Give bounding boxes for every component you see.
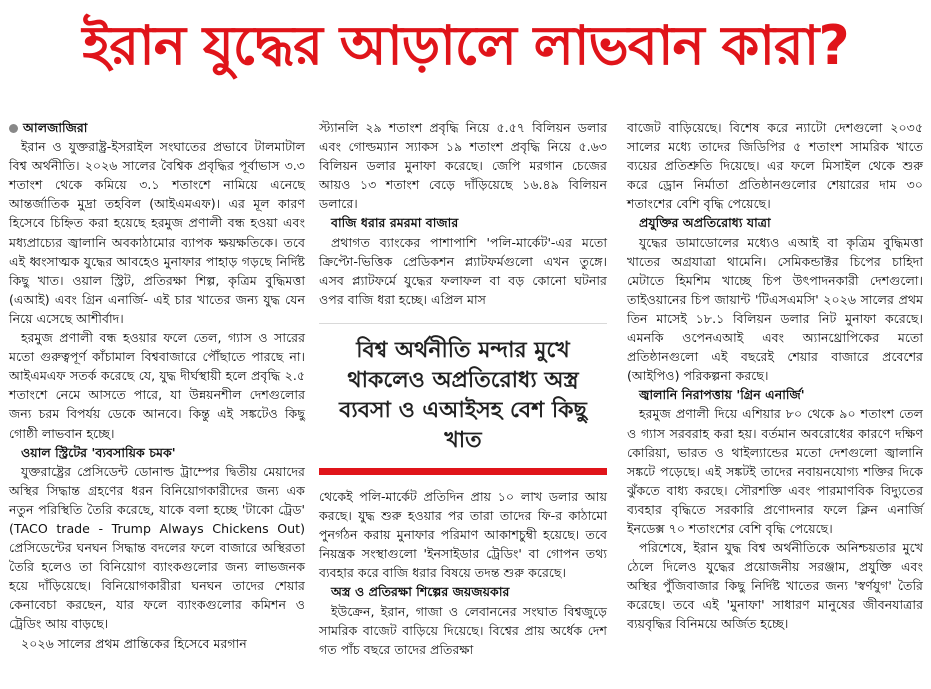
paragraph: প্রথাগত ব্যাংকের পাশাপাশি 'পলি-মার্কেট'-এর মতো ক্রিপ্টো-ভিত্তিক প্রেডিকশন প্ল্যাটফর্মগুলো এখন তুঙ্গে। এসব প্ল্যাটফর্মে যুদ্ধের ফলাফল বা বড় কোনো ঘটনার ওপর বাজি ধরা হচ্ছে। এপ্রিল মাস xyxy=(319,234,607,307)
column-1 xyxy=(9,118,305,653)
paragraph: যুক্তরাষ্ট্রের প্রেসিডেন্ট ডোনাল্ড ট্রাম্পের দ্বিতীয় মেয়াদের অস্থির সিদ্ধান্ত গ্রহণের ধরন বিনিয়োগকারীদের জন্য এক নতুন পরিস্থিতি তৈরি করেছে, যাকে বলা হচ্ছে 'টাকো ট্রেড' (TACO trade - Trump Always Chickens Out) প্রেসিডেন্টের ঘনঘন সিদ্ধান্ত বদলের ফলে বাজারে অস্থিরতা তৈরি হলেও তা বিনিয়োগ ব্যাংকগুলোর জন্য লাভজনক হয়ে দাঁড়িয়েছে। বিনিয়োগকারীরা ঘনঘন তাদের শেয়ার কেনাবেচা করছেন, যার ফলে ব্যাংকগুলোর কমিশন ও ট্রেডিং আয় বাড়ছে। xyxy=(9,463,305,632)
subheading: প্রযুক্তির অপ্রতিরোধ্য যাত্রা xyxy=(639,215,771,231)
column-2 xyxy=(319,118,607,659)
pull-quote xyxy=(319,323,607,475)
paragraph: পরিশেষে, ইরান যুদ্ধ বিশ্ব অর্থনীতিকে অনিশ্চয়তার মুখে ঠেলে দিলেও যুদ্ধের প্রয়োজনীয় সরঞ্জাম, প্রযুক্তি এবং অস্থির পুঁজিবাজার কিছু নির্দিষ্ট খাতের জন্য 'স্বর্ণযুগ' তৈরি করেছে। তবে এই 'মুনাফা' সাধারণ মানুষের জীবনযাত্রার ব্যয়বৃদ্ধির বিনিময়ে অর্জিত হচ্ছে। xyxy=(627,540,923,632)
source-label: আলজাজিরা xyxy=(23,120,88,135)
subheading: ওয়াল স্ট্রিটের 'ব্যবসায়িক চমক' xyxy=(21,444,176,460)
column-3 xyxy=(627,118,923,634)
subheading: অস্ত্র ও প্রতিরক্ষা শিল্পের জয়জয়কার xyxy=(331,584,510,600)
bullet-icon xyxy=(9,124,18,133)
paragraph: স্ট্যানলি ২৯ শতাংশ প্রবৃদ্ধি নিয়ে ৫.৫৭ বিলিয়ন ডলার এবং গোল্ডম্যান স্যাকস ১৯ শতাংশ প্রবৃদ্ধি নিয়ে ৫.৬৩ বিলিয়ন ডলার মুনাফা করেছে। জেপি মরগান চেজের আয়ও ১৩ শতাংশ বেড়ে দাঁড়িয়েছে ১৬.৪৯ বিলিয়ন ডলারে। xyxy=(319,120,607,212)
paragraph: বাজেট বাড়িয়েছে। বিশেষ করে ন্যাটো দেশগুলো ২০৩৫ সালের মধ্যে তাদের জিডিপির ৫ শতাংশ সামরিক খাতে ব্যয়ের প্রতিশ্রুতি দিয়েছে। এর ফলে মিসাইল থেকে শুরু করে ড্রোন নির্মাতা প্রতিষ্ঠানগুলোর শেয়ারের দাম ৩০ শতাংশের বেশি বৃদ্ধি পেয়েছে। xyxy=(627,120,923,212)
paragraph: থেকেই পলি-মার্কেট প্রতিদিন প্রায় ১০ লাখ ডলার আয় করছে। যুদ্ধ শুরু হওয়ার পর তারা তাদের ফি-র কাঠামো পুনর্গঠন করায় মুনাফার পরিমাণ আকাশচুম্বী হয়েছে। তবে নিয়ন্ত্রক সংস্থাগুলো 'ইনসাইডার ট্রেডিং' বা গোপন তথ্য ব্যবহার করে বাজি ধরার বিষয়ে তদন্ত শুরু করেছে। xyxy=(319,488,607,581)
pull-quote-text: বিশ্ব অর্থনীতি মন্দার মুখে থাকলেও অপ্রতিরোধ্য অস্ত্র ব্যবসা ও এআইসহ বেশ কিছু খাত xyxy=(339,337,587,453)
paragraph: হরমুজ প্রণালী দিয়ে এশিয়ার ৮০ থেকে ৯০ শতাংশ তেল ও গ্যাস সরবরাহ করা হয়। বর্তমান অবরোধের কারণে দক্ষিণ কোরিয়া, ভারত ও থাইল্যান্ডের মতো দেশগুলো জ্বালানি সঙ্কটে পড়েছে। এই সঙ্কটই তাদের নবায়নযোগ্য শক্তির দিকে ঝুঁকতে বাধ্য করছে। সৌরশক্তি এবং পারমাণবিক বিদ্যুতের ব্যবহার বৃদ্ধিতে সরকারি প্রণোদনার ফলে ক্লিন এনার্জি ইনডেক্স ৭০ শতাংশের বেশি বৃদ্ধি পেয়েছে। xyxy=(627,406,923,536)
source-line xyxy=(9,118,305,137)
subheading: জ্বালানি নিরাপত্তায় 'গ্রিন এনার্জি' xyxy=(639,387,805,403)
paragraph: হরমুজ প্রণালী বন্ধ হওয়ার ফলে তেল, গ্যাস ও সারের মতো গুরুত্বপূর্ণ কাঁচামাল বিশ্ববাজারে পৌঁছাতে পারছে না। আইএমএফ সতর্ক করেছে যে, যুদ্ধ দীর্ঘস্থায়ী হলে প্রবৃদ্ধি ২.৫ শতাংশে নেমে আসতে পারে, যা উন্নয়নশীল দেশগুলোর জন্য চরম বিপর্যয় ডেকে আনবে। কিন্তু এই সঙ্কটেও কিছু গোষ্ঠী লাভবান হচ্ছে। xyxy=(9,330,305,441)
paragraph: ইরান ও যুক্তরাষ্ট্র-ইসরাইল সংঘাতের প্রভাবে টালমাটাল বিশ্ব অর্থনীতি। ২০২৬ সালের বৈশ্বিক প্রবৃদ্ধির পূর্বাভাস ৩.৩ শতাংশ থেকে কমিয়ে ৩.১ শতাংশে নামিয়ে এনেছে আন্তর্জাতিক মুদ্রা তহবিল (আইএমএফ)। এর মূল কারণ হিসেবে চিহ্নিত করা হয়েছে হরমুজ প্রণালী বন্ধ হওয়া এবং মধ্যপ্রাচ্যের জ্বালানি অবকাঠামোর ব্যাপক ক্ষয়ক্ষতিকে। তবে এই ধ্বংসাত্মক যুদ্ধের আবহেও মুনাফার পাহাড় গড়ছে নির্দিষ্ট কিছু খাত। ওয়াল স্ট্রিট, প্রতিরক্ষা শিল্প, কৃত্রিম বুদ্ধিমত্তা (এআই) এবং গ্রিন এনার্জি- এই চার খাতের জন্য যুদ্ধ যেন নিয়ে এসেছে আশীর্বাদ। xyxy=(9,139,305,326)
paragraph: ২০২৬ সালের প্রথম প্রান্তিকের হিসেবে মরগান xyxy=(21,635,247,651)
headline: ইরান যুদ্ধের আড়ালে লাভবান কারা? xyxy=(82,14,849,77)
paragraph: যুদ্ধের ডামাডোলের মধ্যেও এআই বা কৃত্রিম বুদ্ধিমত্তা খাতের অগ্রযাত্রা থামেনি। সেমিকন্ডাক্টর চিপের চাহিদা মেটাতে হিমশিম খাচ্ছে চিপ উৎপাদনকারী দেশগুলো। তাইওয়ানের চিপ জায়ান্ট 'টিএসএমসি' ২০২৬ সালের প্রথম তিন মাসেই ১৮.১ বিলিয়ন ডলার নিট মুনাফা করেছে। এমনকি ওপেনএআই এবং অ্যানথ্রোপিকের মতো প্রতিষ্ঠানগুলো এই বছরেই শেয়ার বাজারে প্রবেশের (আইপিও) পরিকল্পনা করছে। xyxy=(627,234,923,384)
subheading: বাজি ধরার রমরমা বাজার xyxy=(331,215,459,231)
paragraph: ইউক্রেন, ইরান, গাজা ও লেবাননের সংঘাত বিশ্বজুড়ে সামরিক বাজেট বাড়িয়ে দিয়েছে। বিশ্বের প্রায় অর্ধেক দেশ গত পাঁচ বছরে তাদের প্রতিরক্ষা xyxy=(319,603,607,657)
